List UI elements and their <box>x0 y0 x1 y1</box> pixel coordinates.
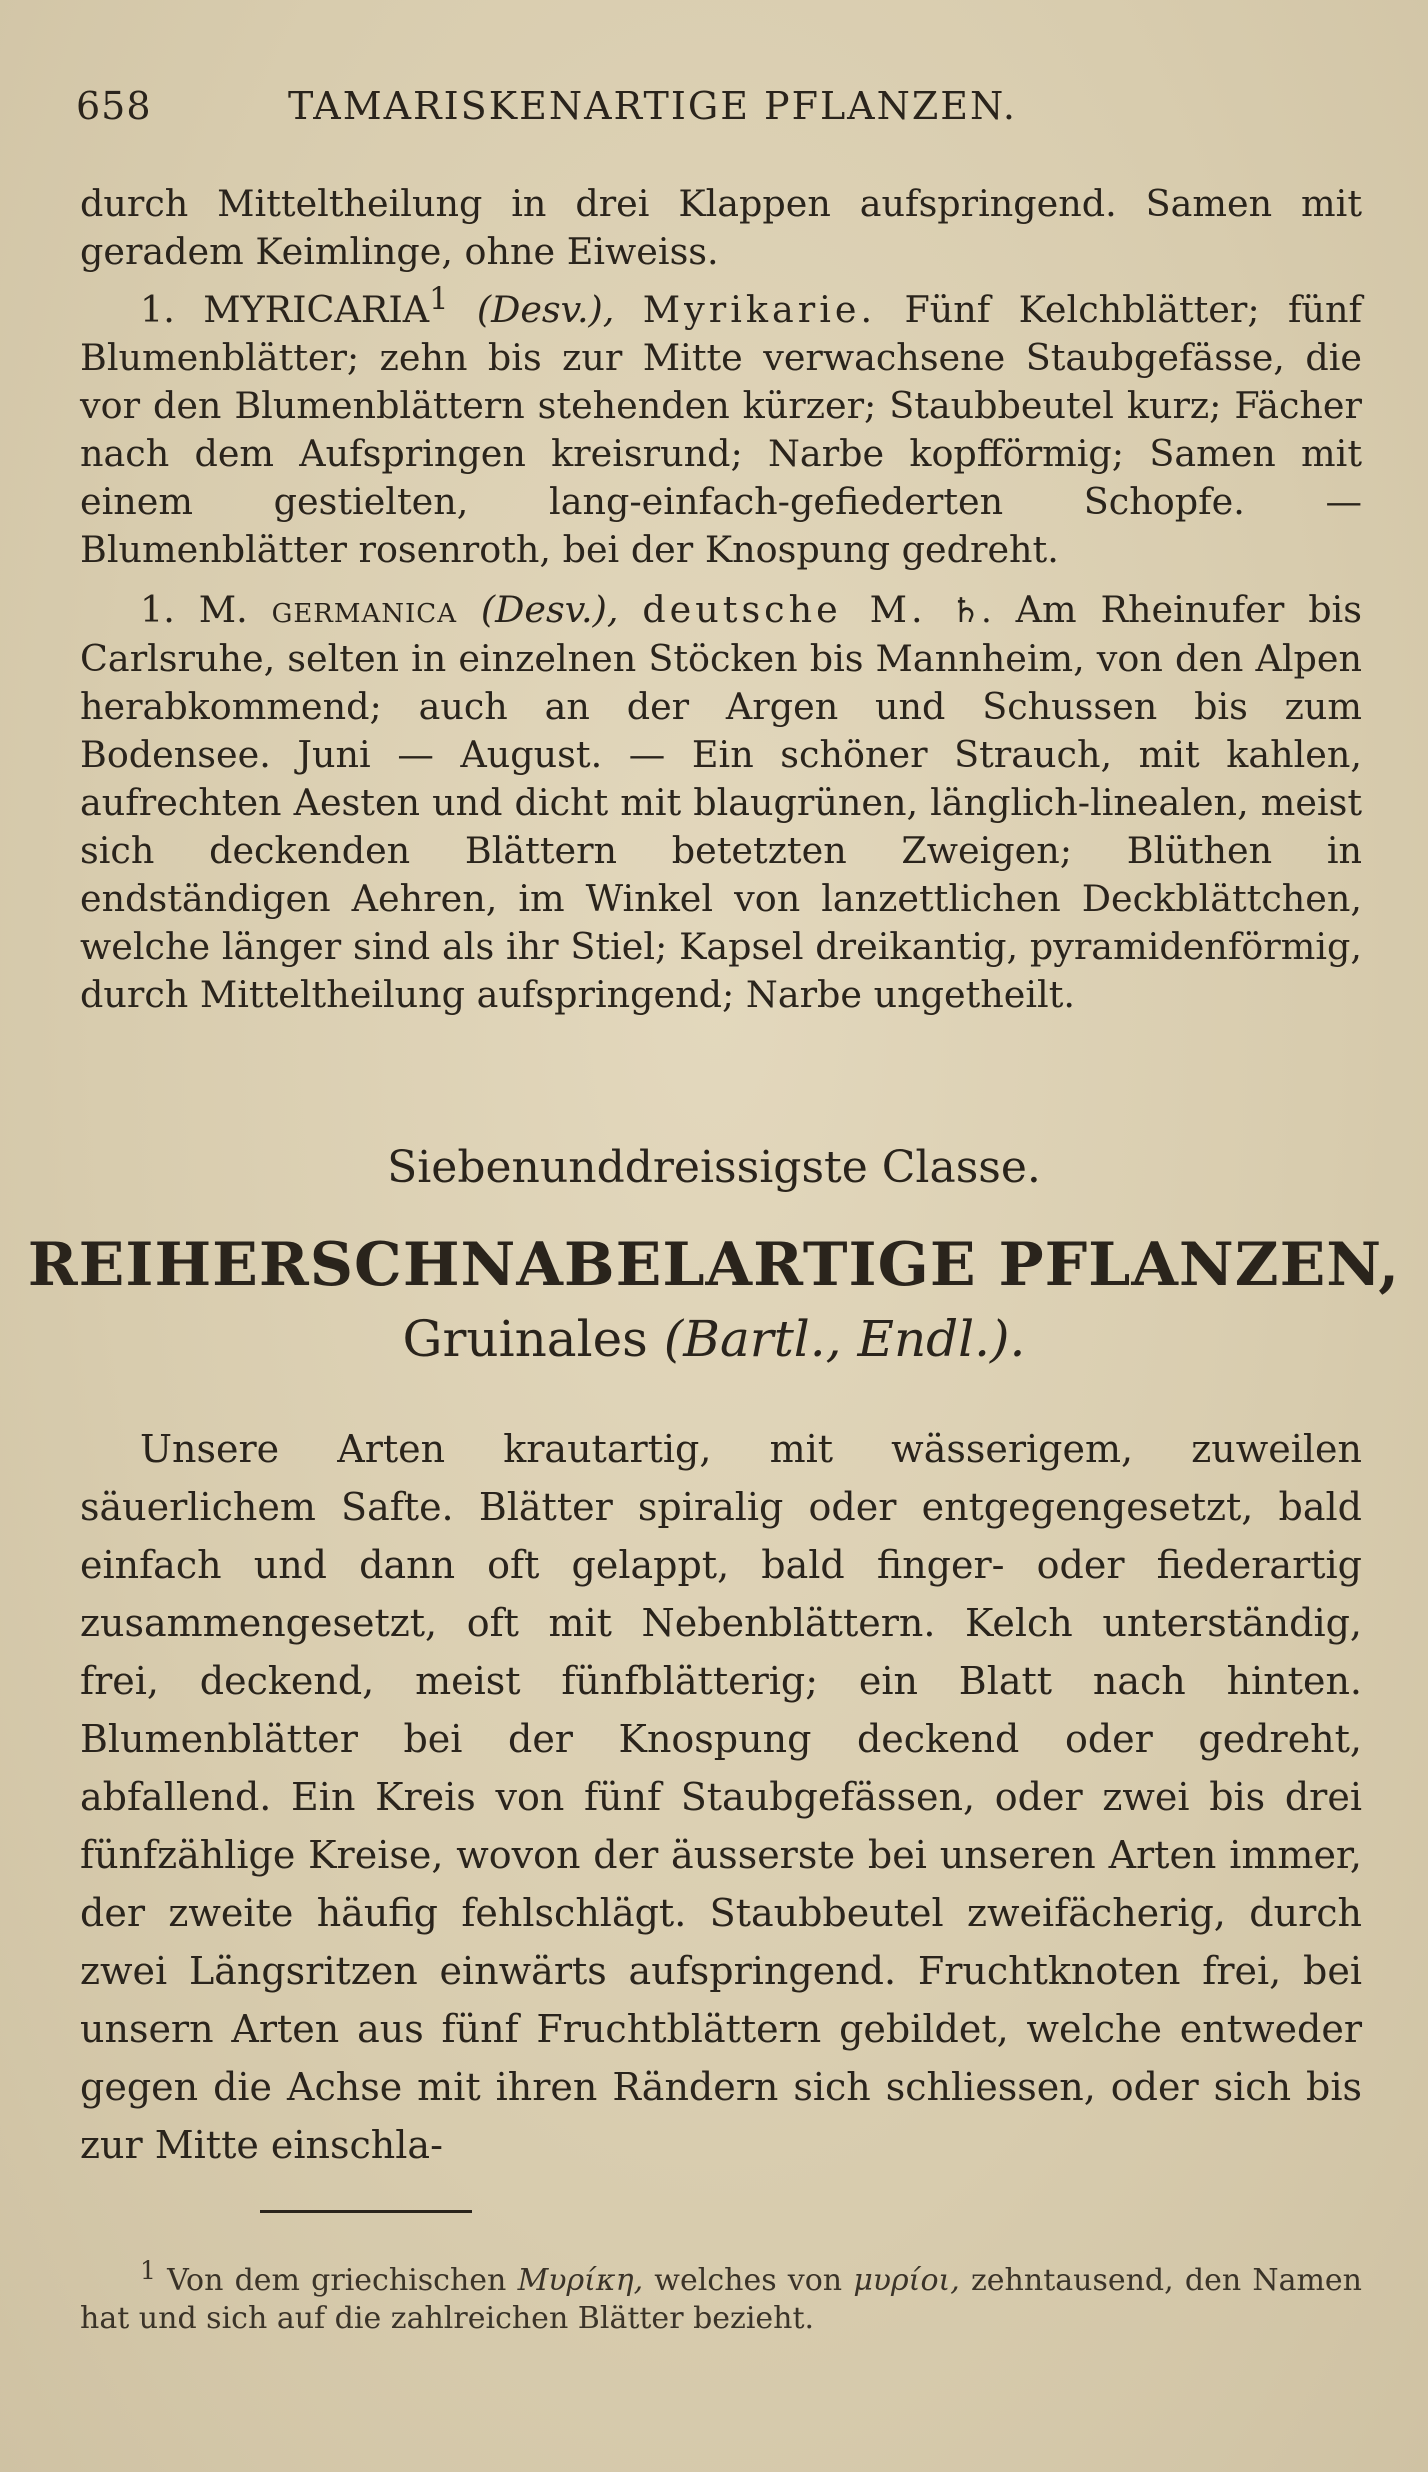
species-entry <box>80 586 1362 1019</box>
species-description: Am Rheinufer bis Carlsruhe, selten in einzelnen Stöcken bis Mannheim, von den Alpen herabkommend; auch an der Argen und Schussen bis zum Bodensee. Juni — August. — Ein schöner Strauch, mit kahlen, aufrechten Aesten und dicht mit blaugrünen, länglich-linealen, meist sich deckenden Blättern betetzten Zweigen; Blüthen in endständigen Aehren, im Winkel von lanzettlichen Deckblättchen, welche länger sind als ihr Stiel; Kapsel dreikantig, pyramidenförmig, durch Mitteltheilung aufspringend; Narbe ungetheilt. <box>80 588 1362 1017</box>
species-name: germanica <box>271 588 457 632</box>
species-vernacular: deutsche M. <box>642 588 927 632</box>
family-latin-name: Gruinales <box>402 1310 648 1368</box>
footnote <box>80 2252 1362 2338</box>
footnote-text-c: zehntausend, den Namen hat und sich auf die zahlreichen Blätter bezieht. <box>80 2263 1362 2336</box>
text-block-tamarisk <box>80 180 1362 1019</box>
footnote-greek-a: Μυρίκη, <box>517 2263 644 2298</box>
paragraph-continuation: durch Mitteltheilung in drei Klappen aufspringend. Samen mit geradem Keimlinge, ohne Eiweiss. <box>80 182 1362 273</box>
text-block-gruinales <box>80 1420 1362 2174</box>
species-number: 1. M. <box>140 588 248 632</box>
class-heading: Siebenunddreissigste Classe. <box>387 1142 1041 1193</box>
family-title: REIHERSCHNABELARTIGE PFLANZEN, <box>27 1230 1401 1300</box>
footnote-greek-b: μυρίοι, <box>853 2263 960 2298</box>
footnote-text-a: Von dem griechischen <box>167 2263 507 2298</box>
shrub-symbol: ♄. <box>950 591 992 632</box>
footnote-ref: 1 <box>429 282 449 317</box>
footnote-marker: 1 <box>140 2256 156 2285</box>
footnote-text-b: welches von <box>654 2263 843 2298</box>
species-author: (Desv.), <box>480 588 619 632</box>
family-subtitle <box>0 1310 1428 1368</box>
page-number: 658 <box>76 84 152 128</box>
footnote-rule <box>260 2210 472 2213</box>
genus-description: Fünf Kelchblätter; fünf Blumenblätter; zehn bis zur Mitte verwachsene Staubgefässe, die vor den Blumenblättern stehenden kürzer; Staubbeutel kurz; Fächer nach dem Aufspringen kreisrund; Narbe kopfförmig; Samen mit einem gestielten, lang-einfach-gefiederten Schopfe. — Blumenblätter rosenroth, bei der Knospung gedreht. <box>80 288 1363 572</box>
genus-name: MYRICARIA <box>203 288 430 332</box>
family-description: Unsere Arten krautartig, mit wässerigem, zuweilen säuerlichem Safte. Blätter spiralig oder entgegengesetzt, bald einfach und dann oft gelappt, bald finger- oder fiederartig zusammengesetzt, oft mit Nebenblättern. Kelch unterständig, frei, deckend, meist fünfblätterig; ein Blatt nach hinten. Blumenblätter bei der Knospung deckend oder gedreht, abfallend. Ein Kreis von fünf Staubgefässen, oder zwei bis drei fünfzählige Kreise, wovon der äusserste bei unseren Arten immer, der zweite häufig fehlschlägt. Staubbeutel zweifächerig, durch zwei Längsritzen einwärts aufspringend. Fruchtknoten frei, bei unsern Arten aus fünf Fruchtblättern gebildet, welche entweder gegen die Achse mit ihren Rändern sich schliessen, oder sich bis zur Mitte einschla- <box>80 1427 1362 2167</box>
family-authors: (Bartl., Endl.). <box>663 1310 1026 1368</box>
page-header <box>76 84 1358 140</box>
genus-number: 1. <box>140 288 175 332</box>
running-head: TAMARISKENARTIGE PFLANZEN. <box>288 84 1017 128</box>
genus-author: (Desv.), <box>476 288 615 332</box>
genus-entry <box>80 276 1362 574</box>
genus-vernacular: Myrikarie. <box>642 288 877 332</box>
